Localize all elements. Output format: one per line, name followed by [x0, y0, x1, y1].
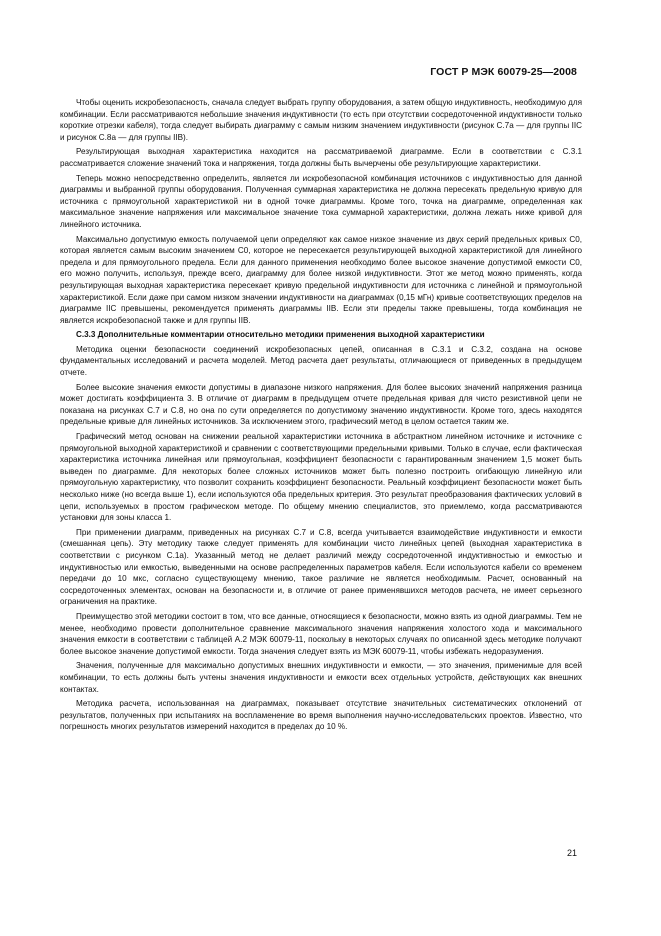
- paragraph: Графический метод основан на снижении реальной характеристики источника в абстрактном линейном источнике и источнике с прямоугольной выходной характеристикой и сравнении с соответствующими предельными кривыми. Только в случае, если фактическая характеристика источника линейная или прямоугольная, коэффициент безопасности с гарантированным значением 1,5 может быть выведен по диаграмме. Для некоторых более сложных источников может быть полезно построить огибающую линейную или прямоугольную характеристику, что позволит сохранить коэффициент безопасности. Реальный коэффициент безопасности может быть несколько ниже (но всегда выше 1), если используются оба предельных критерия. Это результат преобразования фактических условий в цепи, используемых в простом графическом методе. По общему мнению специалистов, это приемлемо, когда рассматриваются установки для зоны класса 1.: [60, 432, 582, 523]
- paragraph: Чтобы оценить искробезопасность, сначала следует выбрать группу оборудования, а затем общую индуктивность, необходимую для комбинации. Если рассматриваются небольшие значения индуктивности (то есть при отсутствии сосредоточенной индуктивности только короткие отрезки кабеля), тогда следует выбирать диаграмму с самым низким значением индуктивности (рисунок С.7а — для группы IIС и рисунок С.8а — для группы IIВ).: [60, 98, 582, 142]
- paragraph: Результирующая выходная характеристика находится на рассматриваемой диаграмме. Если в соответствии с С.3.1 рассматривается сложение значений тока и напряжения, тогда должны быть вычерчены обе результирующие характеристики.: [60, 147, 582, 168]
- section-heading: С.3.3 Дополнительные комментарии относительно методики применения выходной характеристики: [76, 330, 485, 340]
- standard-header: ГОСТ Р МЭК 60079-25—2008: [430, 66, 577, 78]
- paragraph: Максимально допустимую емкость получаемой цепи определяют как самое низкое значение из двух серий предельных кривых С0, которая является самым высоким значением С0, которое не пересекается результирующей выходной характеристикой для линейного предела и для прямоугольного предела. Если для данного применения необходимо более высокое значение допустимой емкости С0, его можно получить, используя, прежде всего, диаграмму для более низкой индуктивности. Этот же метод можно применять, когда результирующая выходная характеристика пересекает кривую предельной индуктивности для источника с линейной и прямоугольной характеристикой. Если даже при самом низком значении индуктивности на диаграммах (0,15 мГн) кривые соответствующих пределов на диаграмме IIС превышены, рекомендуется применять диаграммы IIВ. Если эти пределы также превышены, тогда комбинация не является искробезопасной также и для группы IIВ.: [60, 234, 582, 325]
- paragraph: При применении диаграмм, приведенных на рисунках С.7 и С.8, всегда учитывается взаимодействие индуктивности и емкости (смешанная цепь). Эту методику также следует применять для комбинации чисто линейных цепей (выходная характеристика в соответствии с рисунком С.1а). Указанный метод не делает различий между сосредоточенной индуктивностью и емкостью и индуктивностью или емкостью, выведенными на основе распределенных параметров кабеля. Если используются кабели со временем передачи до 10 мкс, согласно существующему мнению, такое различие не является необходимым. Расчет, основанный на сосредоточенных элементах, основан на безопасности и, в отличие от ранее применявшихся методов расчета, не имеет серьезного ограничения на практике.: [60, 527, 582, 607]
- page-number: 21: [566, 848, 577, 858]
- document-body: [60, 97, 582, 736]
- paragraph: Теперь можно непосредственно определить, является ли искробезопасной комбинация источников с индуктивностью для данной диаграммы и выбранной группы оборудования. Полученная суммарная характеристика не должна пересекать предельную кривую для источника с прямоугольной характеристикой ни в одной точке диаграммы. Кроме того, точка на диаграмме, определенная как максимальное значение напряжения или максимальное значение тока суммарной характеристики, должна лежать ниже кривой для линейного источника.: [60, 173, 582, 229]
- paragraph: Методика расчета, использованная на диаграммах, показывает отсутствие значительных систематических отклонений от результатов, полученных при испытаниях на воспламенение во время выполнения научно-исследовательских проектов. Известно, что погрешность многих результатов измерений находится в пределах до 10 %.: [60, 699, 582, 732]
- paragraph: Значения, полученные для максимально допустимых внешних индуктивности и емкости, — это значения, применимые для всей комбинации, то есть должны быть учтены значения индуктивности и емкости всех отдельных устройств, действующих как внешних контактах.: [60, 661, 582, 694]
- paragraph: Преимущество этой методики состоит в том, что все данные, относящиеся к безопасности, можно взять из одной диаграммы. Тем не менее, необходимо провести дополнительное сравнение максимального значения напряжения холостого хода и максимального значения емкости в соответствии с таблицей А.2 МЭК 60079-11, поскольку в некоторых случаях по описанной здесь методике получают более высокое значение допустимой емкости. Тогда значения следует взять из МЭК 60079-11, чтобы избежать недоразумения.: [60, 611, 582, 656]
- paragraph: Более высокие значения емкости допустимы в диапазоне низкого напряжения. Для более высоких значений напряжения разница может достигать коэффициента 3. В отличие от диаграмм в предыдущем отчете предельная кривая для чисто резистивной цепи не показана на рисунках С.7 и С.8, но она по сути определяется по допустимому значению индуктивности. Кроме того, здесь находятся предельные кривые для линейных источников. За исключением этого, графический метод в целом остается таким же.: [60, 382, 582, 427]
- paragraph: Методика оценки безопасности соединений искробезопасных цепей, описанная в С.3.1 и С.3.2, создана на основе фундаментальных исследований и расчета моделей. Метод расчета дает результаты, отличающиеся от приведенных в предыдущем отчете.: [60, 344, 582, 378]
